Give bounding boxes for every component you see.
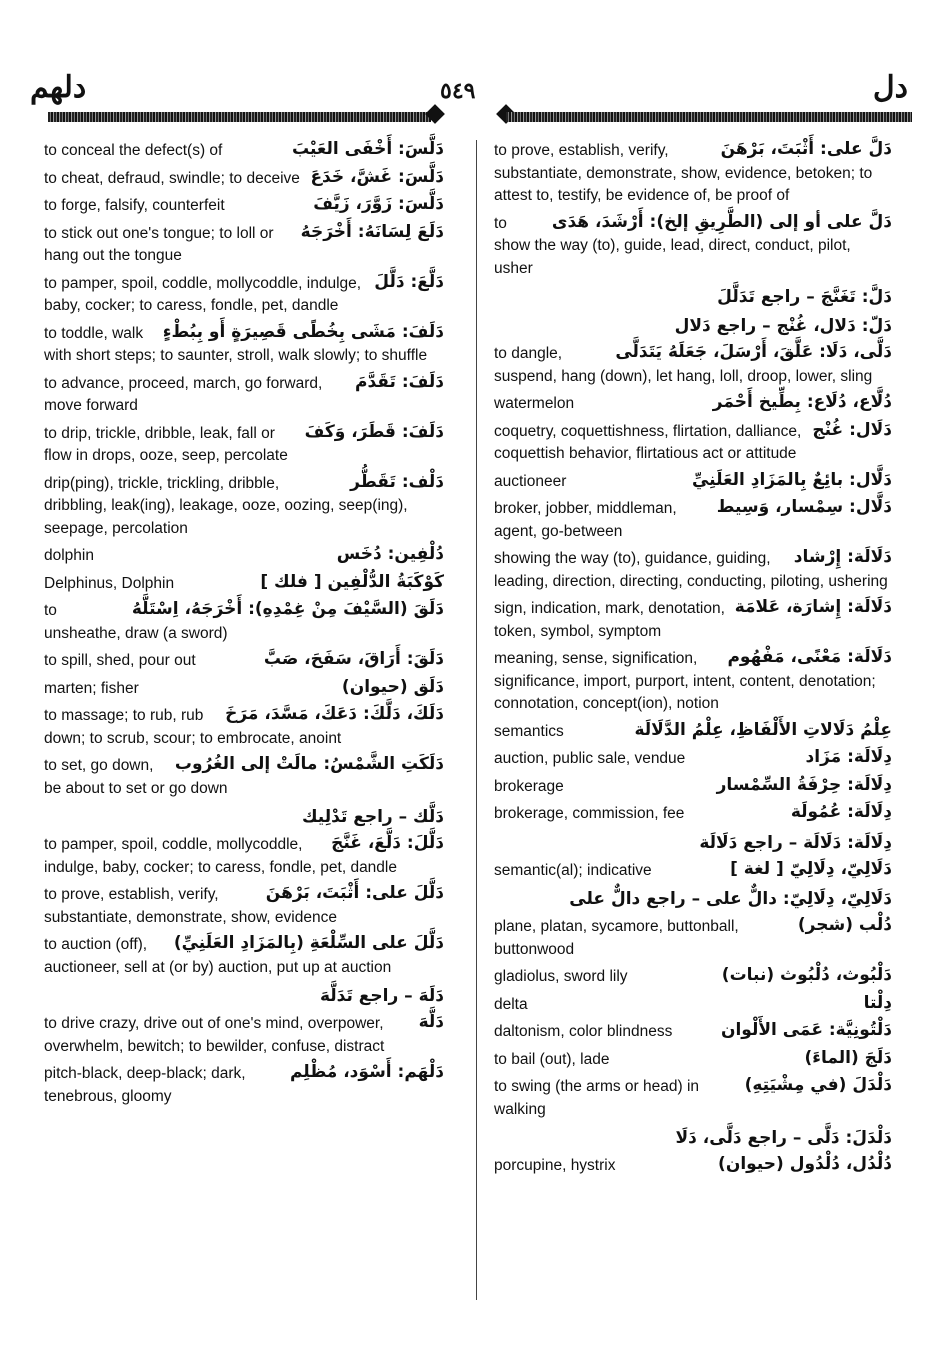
arabic-headword: دَلَّسَ: أَخْفَى العَيْبَ — [291, 139, 444, 159]
arabic-headword: دُلْدُل، دُلْدُول (حيوان) — [718, 1154, 892, 1174]
english-definition: to conceal the defect(s) of — [44, 142, 223, 159]
english-definition: coquetry, coquettishness, flirtation, dalliance, coquettish behavior, flirtatious act or attitude — [494, 422, 802, 462]
arabic-headword: دَلَّلَ على: أَثْبَتَ، بَرْهَنَ — [265, 883, 444, 903]
dictionary-entry — [44, 273, 444, 318]
english-definition: to cheat, defraud, swindle; to deceive — [44, 169, 300, 187]
dictionary-entry — [494, 803, 892, 826]
dictionary-entry — [44, 573, 444, 596]
header-rule-right — [506, 112, 912, 122]
page-number: ٥٤٩ — [440, 78, 476, 104]
english-definition: to swing (the arms or head) in walking — [494, 1078, 700, 1118]
dictionary-entry — [44, 1063, 444, 1108]
arabic-headword: دَلَال: غُنْج — [812, 419, 892, 440]
header-guide-word-right: دل — [872, 70, 908, 105]
english-definition: Delphinus, Dolphin — [44, 574, 175, 592]
english-definition: to advance, proceed, march, go forward, move forward — [44, 374, 323, 414]
arabic-headword: دَلَّسَ: زَوَّرَ، زَيَّفَ — [313, 194, 444, 214]
english-definition: to set, go down, be about to set or go down — [44, 757, 228, 797]
arabic-headword: دَلَّ على أو إلى (الطَّرِيقِ إلخ): أَرْشَدَ، هَدَى — [551, 211, 892, 232]
english-definition: semantics — [494, 722, 564, 740]
dictionary-entry — [44, 650, 444, 673]
arabic-headword: دَلَّى، دَلَا: عَلَّقَ، أَرْسَلَ، جَعَلَهُ يَتَدَلَّى — [615, 342, 892, 362]
dictionary-entry — [494, 140, 892, 208]
dictionary-entry — [494, 1049, 892, 1072]
dictionary-entry — [494, 498, 892, 543]
dictionary-entry — [494, 860, 892, 883]
arabic-headword: دَلَقَ (السَّيْفَ مِنْ غِمْدِهِ): أَخْرَجَهُ، اِسْتَلَّهُ — [131, 599, 444, 619]
english-definition: to forge, falsify, counterfeit — [44, 197, 225, 214]
dictionary-entry — [44, 705, 444, 750]
header-guide-word-left: دلهم — [30, 70, 87, 105]
arabic-headword: دَلَالِيّ، دِلَالِيّ [ لغة ] — [730, 858, 892, 879]
dictionary-entry — [494, 1155, 892, 1178]
arabic-headword: دَلَّلَ على السِّلْعَةِ (بِالمَزَادِ العَلَنِيِّ) — [173, 933, 444, 953]
arabic-headword: عِلْمُ دَلَالاتِ الأَلْفَاظِ، عِلْمُ الدَّلَالَة — [634, 719, 892, 740]
arabic-headword: دِلَالَة: حِرْفَةُ السِّمْسار — [716, 774, 892, 795]
arabic-headword: دَلَفَ: مَشَى بِخُطًى قَصِيرَةٍ أَو بِبُطْءٍ — [162, 321, 444, 342]
english-definition: broker, jobber, middleman, agent, go-between — [494, 500, 677, 540]
dictionary-entry — [44, 934, 444, 979]
arabic-headword: دَلَّعَ: دَلَّلَ — [374, 271, 444, 292]
english-definition: marten; fisher — [44, 679, 139, 697]
english-definition: to drive crazy, drive out of one's mind, overpower, overwhelm, bewitch; to bewilder, confuse, distract — [44, 1015, 385, 1055]
english-definition: meaning, sense, signification, significance, import, purport, intent, content, denotation; connotation, concept(ion), notion — [494, 650, 876, 712]
dictionary-entry — [494, 776, 892, 799]
dictionary-entry — [494, 343, 892, 388]
english-definition: showing the way (to), guidance, guiding, leading, direction, directing, conducting, piloting, ushering — [494, 550, 888, 590]
dictionary-entry — [44, 545, 444, 568]
dictionary-entry — [494, 721, 892, 744]
english-definition: to unsheathe, draw (a sword) — [44, 602, 228, 642]
arabic-headword: دُلْفِين: دُخَس — [336, 544, 444, 564]
english-definition: brokerage, commission, fee — [494, 805, 685, 822]
arabic-headword: دَلْدَلَ (في مِشْيَتِهِ) — [744, 1075, 892, 1095]
dictionary-entry — [44, 1013, 444, 1058]
column-divider — [476, 140, 477, 1300]
dictionary-entry — [44, 834, 444, 879]
english-definition: plane, platan, sycamore, buttonball, buttonwood — [494, 918, 739, 958]
english-definition: to prove, establish, verify, substantiate, demonstrate, show, evidence, betoken; to attest to, testify, be evidence of, be proof of — [494, 142, 873, 204]
cross-reference: دَلَّ: تَغَنَّجَ – راجع تَدَلَّلَ — [717, 287, 892, 307]
cross-reference: دَلّ: دَلال، غُنْج – راجع دَلال — [674, 316, 892, 336]
arabic-headword: دَلْف: تَقَطُّر — [350, 471, 444, 492]
english-definition: to drip, trickle, dribble, leak, fall or flow in drops, ooze, seep, percolate — [44, 424, 288, 464]
arabic-headword: دَلْبُوث، دُلْبُوث (نبات) — [721, 965, 892, 985]
dictionary-entry — [494, 421, 892, 466]
dictionary-entry — [494, 966, 892, 989]
dictionary-entry — [44, 423, 444, 468]
arabic-headword: دَلْهَم: أَسْوَد، مُظْلِم — [289, 1062, 444, 1082]
dictionary-entry — [494, 748, 892, 771]
header-rule-left — [48, 112, 431, 122]
dictionary-entry — [494, 548, 892, 593]
arabic-headword: دُلَّاع، دُلَاع: بِطِّيخ أَحْمَر — [712, 392, 892, 412]
dictionary-entry — [44, 195, 444, 218]
dictionary-entry — [44, 678, 444, 701]
english-definition: to dangle, suspend, hang (down), let hang, loll, droop, lower, sling — [494, 345, 873, 385]
cross-reference: دَلْدَلَ: دَلَّى – راجع دَلَّى، دَلَا — [675, 1128, 892, 1148]
english-definition: daltonism, color blindness — [494, 1023, 673, 1040]
arabic-headword: دُلْب (شجر) — [797, 915, 892, 935]
dictionary-entry — [494, 994, 892, 1017]
cross-reference: دَلَّك – راجع تَدْلِيك — [301, 807, 444, 827]
arabic-headword: دَلَالَة: مَعْنًى، مَفْهُوم — [727, 647, 892, 667]
english-definition: to stick out one's tongue; to loll or hang out the tongue — [44, 224, 274, 264]
cross-reference: دَلَالِيّ، دِلَالِيّ: دالٌّ على – راجع دالٌّ على — [569, 889, 892, 909]
arabic-headword: دَلْتُونِيَّة: عَمَى الأَلْوان — [720, 1020, 892, 1040]
dictionary-entry — [494, 1021, 892, 1044]
dictionary-entry — [44, 884, 444, 929]
english-definition: to spill, shed, pour out — [44, 652, 196, 669]
english-definition: auctioneer — [494, 472, 567, 490]
arabic-headword: دَلَكَتِ الشَّمْسُ: مالَتْ إلى الغُرُوب — [174, 754, 444, 774]
english-definition: brokerage — [494, 777, 564, 795]
english-definition: to show the way (to), guide, lead, direct, conduct, pilot, usher — [494, 214, 851, 277]
dictionary-entry — [44, 600, 444, 645]
english-definition: semantic(al); indicative — [494, 861, 652, 879]
english-definition: to auction (off), auctioneer, sell at (or by) auction, put up at auction — [44, 936, 392, 976]
arabic-headword: دَلَّال: بائِعٌ بِالمَزَادِ العَلَنِيِّ — [691, 469, 892, 490]
dictionary-entry — [44, 373, 444, 418]
dictionary-entry — [494, 1076, 892, 1121]
arabic-headword: دَلَّهَ — [418, 1012, 444, 1032]
english-definition: pitch-black, deep-black; dark, tenebrous, gloomy — [44, 1065, 246, 1105]
english-definition: dolphin — [44, 547, 94, 564]
english-definition: to bail (out), lade — [494, 1050, 610, 1068]
arabic-headword: دَلَالَة: إِشارَة، عَلامَة — [734, 597, 892, 617]
dictionary-entry — [494, 916, 892, 961]
cross-reference: دَلَهَ – راجع تَدَلَّهَ — [319, 986, 444, 1006]
dictionary-entry — [44, 140, 444, 163]
english-definition: delta — [494, 995, 528, 1013]
english-definition: to prove, establish, verify, substantiate, demonstrate, show, evidence — [44, 886, 337, 926]
arabic-headword: دَلَّال: سِمْسار، وَسِيط — [716, 497, 892, 517]
arabic-headword: دَلَجَ (الماءَ) — [804, 1047, 892, 1068]
arabic-headword: دَلَق (حيوان) — [341, 676, 444, 697]
arabic-headword: دَلَعَ لِسَانَهُ: أَخْرَجَهُ — [300, 221, 444, 242]
arabic-headword: دَلَفَ: تَقَدَّمَ — [355, 371, 444, 392]
arabic-headword: دَلَّلَ: دَلَّعَ، غَنَّجَ — [331, 833, 444, 853]
dictionary-entry — [494, 471, 892, 494]
arabic-headword: دَلَقَ: أَرَاقَ، سَفَحَ، صَبَّ — [263, 649, 444, 669]
arabic-headword: دِلَالَة: مَزَاد — [805, 747, 892, 767]
english-definition: watermelon — [494, 395, 575, 412]
english-definition: drip(ping), trickle, trickling, dribble, dribbling, leak(ing), leakage, ooze, oozing, seep(ing), seepage, percolation — [44, 474, 408, 537]
arabic-headword: دِلَالَة: عُمُولَة — [790, 802, 892, 822]
dictionary-entry — [44, 168, 444, 191]
arabic-headword: دَلَّ على: أَثْبَتَ، بَرْهَنَ — [720, 139, 892, 159]
dictionary-entry — [494, 213, 892, 281]
dictionary-entry — [44, 473, 444, 541]
arabic-headword: كَوْكَبَةُ الدُّلْفِين [ فلك ] — [260, 571, 444, 592]
dictionary-entry — [494, 393, 892, 416]
arabic-headword: دَلَّسَ: غَشَّ، خَدَعَ — [310, 166, 444, 187]
arabic-headword: دِلْتا — [863, 992, 892, 1013]
english-definition: auction, public sale, vendue — [494, 750, 686, 767]
english-definition: porcupine, hystrix — [494, 1157, 616, 1174]
left-column — [44, 140, 444, 1113]
english-definition: gladiolus, sword lily — [494, 968, 628, 985]
english-definition: to massage; to rub, rub down; to scrub, scour; to embrocate, anoint — [44, 707, 342, 747]
english-definition: to toddle, walk with short steps; to saunter, stroll, walk slowly; to shuffle — [44, 324, 428, 364]
dictionary-entry — [494, 598, 892, 643]
arabic-headword: دَلَالَة: إِرْشاد — [793, 547, 892, 567]
right-column — [494, 140, 892, 1183]
dictionary-entry — [44, 755, 444, 800]
dictionary-entry — [44, 223, 444, 268]
english-definition: to pamper, spoil, coddle, mollycoddle, indulge, baby, cocker; to caress, fondle, pet, dandle — [44, 836, 397, 876]
dictionary-entry — [494, 648, 892, 716]
cross-reference: دِلَالَة: دَلَالَة – راجع دَلَالَة — [699, 832, 892, 853]
dictionary-entry — [44, 323, 444, 368]
english-definition: to pamper, spoil, coddle, mollycoddle, indulge, baby, cocker; to caress, fondle, pet, dandle — [44, 274, 362, 314]
arabic-headword: دَلَكَ، دَلَّكَ: دَعَكَ، مَسَّدَ، مَرَخَ — [225, 704, 444, 724]
arabic-headword: دَلَفَ: قَطَرَ، وَكَفَ — [304, 421, 444, 442]
english-definition: sign, indication, mark, denotation, token, symbol, symptom — [494, 600, 725, 640]
